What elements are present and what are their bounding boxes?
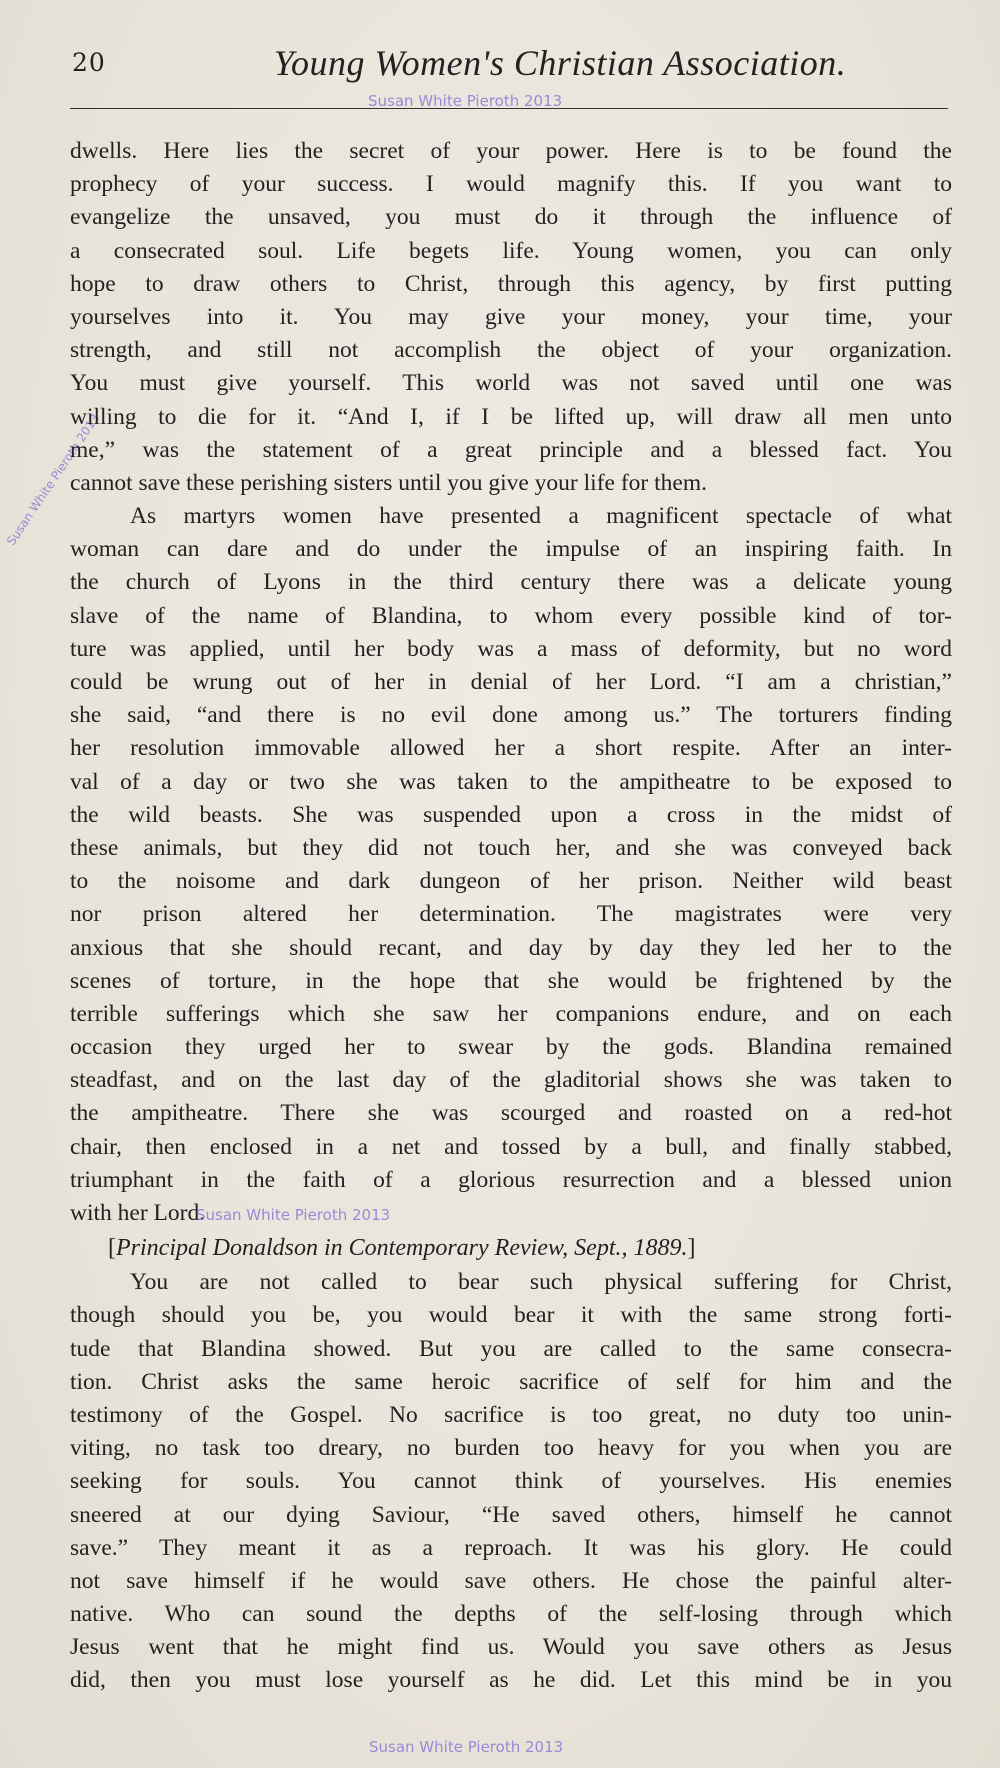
watermark-side: Susan White Pieroth 2013 (4, 411, 103, 548)
text-line: dwells. Here lies the secret of your power. Here is to be found the (70, 138, 952, 164)
text-line: terrible sufferings which she saw her companions endure, and on each (70, 1000, 952, 1027)
text-line: yourselves into it. You may give your money, your time, your (70, 303, 952, 330)
text-line: anxious that she should recant, and day by day they led her to the (70, 934, 952, 961)
text-line: sneered at our dying Saviour, “He saved others, himself he cannot (70, 1501, 952, 1528)
text-line: her resolution immovable allowed her a short respite. After an inter- (70, 735, 952, 762)
watermark-top: Susan White Pieroth 2013 (368, 92, 563, 110)
text-line: prophecy of your success. I would magnify this. If you want to (70, 171, 952, 198)
text-line: As martyrs women have presented a magnificent spectacle of what (130, 503, 952, 530)
text-line: she said, “and there is no evil done among us.” The torturers finding (70, 702, 952, 729)
text-line: chair, then enclosed in a net and tossed by a bull, and finally stabbed, (70, 1133, 952, 1160)
running-title: Young Women's Christian Association. (273, 43, 847, 83)
text-line: woman can dare and do under the impulse of an inspiring faith. In (70, 536, 952, 563)
text-line: could be wrung out of her in denial of her Lord. “I am a christian,” (70, 669, 952, 695)
text-line: Jesus went that he might find us. Would you save others as Jesus (70, 1634, 952, 1661)
text-line: testimony of the Gospel. No sacrifice is too great, no duty too unin- (70, 1401, 952, 1428)
text-line: to the noisome and dark dungeon of her prison. Neither wild beast (70, 868, 952, 895)
text-line: nor prison altered her determination. The magistrates were very (70, 901, 952, 928)
text-line: hope to draw others to Christ, through this agency, by first putting (70, 270, 952, 297)
text-line: strength, and still not accomplish the object of your organization. (70, 337, 952, 364)
text-line: triumphant in the faith of a glorious resurrection and a blessed union (70, 1166, 952, 1193)
text-line: willing to die for it. “And I, if I be lifted up, will draw all men unto (70, 403, 952, 430)
text-line: evangelize the unsaved, you must do it through the influence of (70, 204, 952, 231)
body-text (70, 135, 952, 1698)
paragraph-3 (70, 1266, 952, 1697)
text-line: cannot save these perishing sisters until you give your life for them. (70, 469, 707, 496)
page-header (70, 42, 950, 82)
watermark-middle: Susan White Pieroth 2013 (196, 1206, 391, 1224)
text-line: seeking for souls. You cannot think of yourselves. His enemies (70, 1468, 952, 1495)
text-line: the church of Lyons in the third century there was a delicate young (70, 569, 952, 596)
text-line: steadfast, and on the last day of the gladitorial shows she was taken to (70, 1067, 952, 1094)
citation (70, 1230, 952, 1266)
paragraph-1 (70, 135, 952, 500)
text-line: though should you be, you would bear it with the same strong forti- (70, 1302, 952, 1329)
text-line: a consecrated soul. Life begets life. Young women, you can only (70, 237, 952, 264)
text-line: native. Who can sound the depths of the self-losing through which (70, 1601, 952, 1628)
text-line: slave of the name of Blandina, to whom every possible kind of tor- (70, 602, 952, 629)
text-line: scenes of torture, in the hope that she would be frightened by the (70, 967, 952, 994)
text-line: You are not called to bear such physical suffering for Christ, (130, 1269, 952, 1296)
citation-open-bracket: [ (108, 1235, 116, 1262)
citation-text: Principal Donaldson in Contemporary Review, Sept., 1889. (116, 1235, 688, 1262)
paragraph-2 (70, 500, 952, 1230)
text-line: You must give yourself. This world was not saved until one was (70, 370, 952, 397)
text-line: val of a day or two she was taken to the ampitheatre to be exposed to (70, 768, 952, 795)
text-line: the ampitheatre. There she was scourged and roasted on a red-hot (70, 1100, 952, 1127)
text-line: tude that Blandina showed. But you are called to the same consecra- (70, 1335, 952, 1362)
text-line: viting, no task too dreary, no burden too heavy for you when you are (70, 1435, 952, 1462)
page-number: 20 (72, 48, 106, 77)
text-line: tion. Christ asks the same heroic sacrifice of self for him and the (70, 1368, 952, 1395)
text-line: occasion they urged her to swear by the gods. Blandina remained (70, 1034, 952, 1061)
text-line: me,” was the statement of a great principle and a blessed fact. You (70, 436, 952, 463)
text-line: with her Lord. (70, 1200, 206, 1226)
text-line: ture was applied, until her body was a mass of deformity, but no word (70, 635, 952, 662)
text-line: not save himself if he would save others. He chose the painful alter- (70, 1567, 952, 1594)
watermark-bottom: Susan White Pieroth 2013 (369, 1738, 564, 1756)
text-line: save.” They meant it as a reproach. It was his glory. He could (70, 1534, 952, 1561)
text-line: the wild beasts. She was suspended upon a cross in the midst of (70, 801, 952, 828)
citation-close-bracket: ] (687, 1235, 696, 1262)
text-line: did, then you must lose yourself as he did. Let this mind be in you (70, 1667, 952, 1694)
text-line: these animals, but they did not touch her, and she was conveyed back (70, 834, 952, 861)
